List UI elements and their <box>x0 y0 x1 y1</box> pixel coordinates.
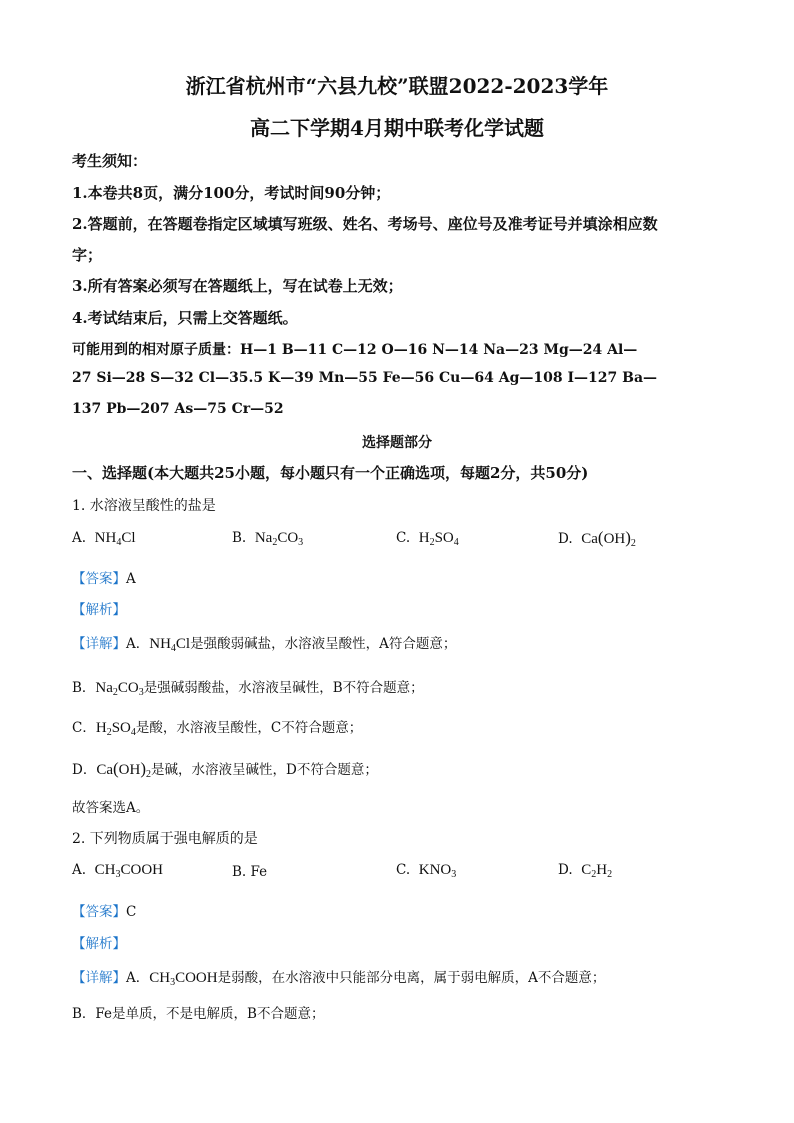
atomic-masses-line-2: 27 Si—28 S—32 Cl—35.5 K—39 Mn—55 Fe—56 Cu—64 Ag—108 I—127 Ba— <box>72 370 658 386</box>
q1-answer: 【答案】A <box>72 571 136 587</box>
document-title-line-1: 浙江省杭州市“六县九校”联盟2022-2023学年 <box>185 74 609 98</box>
notice-item-2: 2.答题前，在答题卷指定区域填写班级、姓名、考场号、座位号及准考证号并填涂相应数 <box>72 215 658 233</box>
section-heading: 一、选择题(本大题共25小题，每小题只有一个正确选项，每题2分，共50分) <box>72 464 589 482</box>
section-part-title: 选择题部分 <box>362 435 432 451</box>
q1-detail-a: 【详解】A．$NH_4Cl$是强酸弱碱盐，水溶液呈酸性，A符合题意； <box>72 636 457 654</box>
q1-option-b: B. $Na_2CO_3$ <box>232 530 304 548</box>
q1-conclusion: 故答案选A。 <box>72 800 150 816</box>
q2-answer: 【答案】C <box>72 904 137 920</box>
q1-option-c: C. $H_2SO_4$ <box>396 530 459 548</box>
q2-option-c: C. $KNO_3$ <box>396 862 457 880</box>
question-2-stem: 2. 下列物质属于强电解质的是 <box>72 831 258 847</box>
q1-detail-b: B．$Na_2CO_3$是强碱弱酸盐，水溶液呈碱性，B不符合题意； <box>72 680 424 698</box>
atomic-masses-line-3: 137 Pb—207 As—75 Cr—52 <box>72 401 284 417</box>
notice-heading: 考生须知： <box>72 152 148 170</box>
q2-option-b: B. Fe <box>232 864 268 880</box>
notice-item-3: 3.所有答案必须写在答题纸上，写在试卷上无效； <box>72 277 403 295</box>
q1-detail-d: D．$Ca(OH)_2$是碱，水溶液呈碱性，D不符合题意； <box>72 759 378 780</box>
notice-item-2-continued: 字； <box>72 246 103 264</box>
q1-analysis-tag: 【解析】 <box>72 602 126 618</box>
q2-analysis-tag: 【解析】 <box>72 936 126 952</box>
atomic-masses-line-1: 可能用到的相对原子质量：H—1 B—11 C—12 O—16 N—14 Na—23 Mg—24 Al— <box>72 342 638 358</box>
document-title-line-2: 高二下学期4月期中联考化学试题 <box>250 116 544 140</box>
q1-option-a: A. $NH_4Cl$ <box>72 530 136 548</box>
notice-item-1: 1.本卷共8页，满分100分，考试时间90分钟； <box>72 184 391 202</box>
q1-option-d: D. $Ca(OH)_2$ <box>558 528 636 549</box>
notice-item-4: 4.考试结束后，只需上交答题纸。 <box>72 309 298 327</box>
q2-detail-a: 【详解】A．$CH_3COOH$是弱酸，在水溶液中只能部分电离，属于弱电解质，A不合题意； <box>72 970 606 988</box>
q2-detail-b: B．Fe是单质，不是电解质，B不合题意； <box>72 1006 325 1022</box>
q2-option-a: A. $CH_3COOH$ <box>72 862 163 880</box>
q1-detail-c: C．$H_2SO_4$是酸，水溶液呈酸性，C不符合题意； <box>72 720 363 738</box>
q2-option-d: D. $C_2H_2$ <box>558 862 613 880</box>
question-1-stem: 1. 水溶液呈酸性的盐是 <box>72 498 216 514</box>
